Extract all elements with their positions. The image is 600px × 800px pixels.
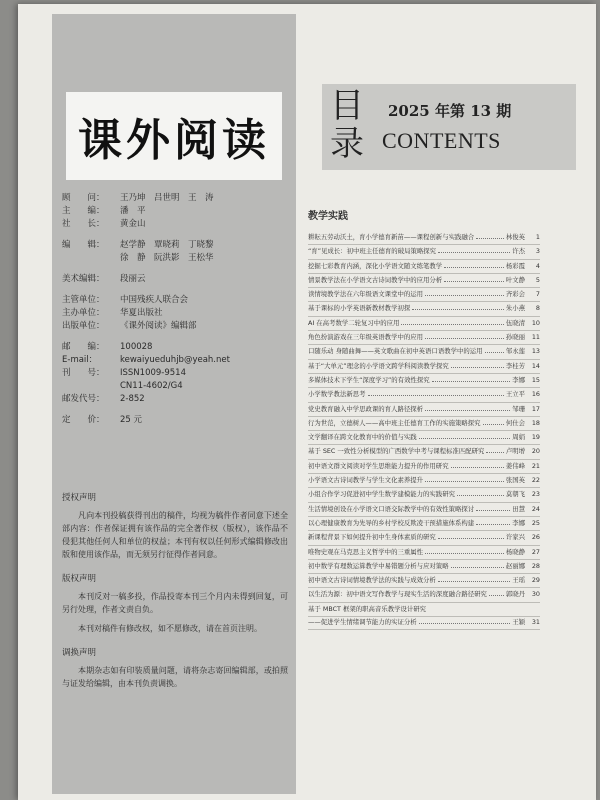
toc-entry (308, 575, 540, 588)
toc-entry-title: 基于课标的小学英语新教材教学初探 (308, 304, 411, 313)
toc-entry-title: 文学翻译在跨文化教育中的价值与实践 (308, 433, 417, 442)
notice-paragraph: 本期杂志如有印装质量问题，请将杂志寄回编辑部，或拍照与证发给编辑，由本刊负责调换。 (62, 666, 288, 688)
toc-entry (308, 418, 540, 431)
toc-entry-author: 许杰 (512, 247, 525, 256)
toc-entry (308, 375, 540, 388)
mulu-char-1: 目 (330, 86, 364, 126)
toc-entry-title: 初中语文群文阅读对学生思维能力提升的作用研究 (308, 461, 449, 470)
masthead-label: 顾 问： (62, 193, 105, 203)
toc-entry-author: 莫朝飞 (505, 490, 525, 499)
masthead-label: 定 价： (62, 415, 105, 425)
masthead-row (62, 294, 290, 307)
toc-entry-author: 李娜 (512, 518, 525, 527)
toc-leader (425, 404, 510, 411)
masthead-value: 段丽云 (120, 274, 146, 284)
toc-leader (476, 504, 510, 511)
masthead-label: 出版单位： (62, 321, 105, 331)
toc-entry-author: 邹永莲 (505, 347, 525, 356)
toc-entry (308, 261, 540, 274)
toc-leader (412, 303, 504, 310)
toc-entry-title: 生活情境创设在小学语文口语交际教学中的有效性策略探讨 (308, 504, 475, 513)
issue-number: 2025 年第 13 期 (388, 102, 512, 120)
toc-line (308, 246, 540, 259)
toc-line (308, 332, 540, 345)
toc-entry (308, 589, 540, 602)
magazine-title: 课外阅读 (78, 115, 270, 166)
toc-leader (444, 275, 504, 282)
toc-entry-title: 读情境教学法在六年级语文课堂中的运用 (308, 290, 424, 299)
toc-line (308, 589, 540, 602)
toc-entry-title: 小学语文古诗词教学与学生文化素养提升 (308, 476, 424, 485)
toc-entry-author: 周娟 (512, 433, 525, 442)
notice-section (62, 492, 288, 561)
toc-line (308, 361, 540, 374)
toc-entry-page: 11 (531, 333, 540, 342)
toc-entry (308, 246, 540, 259)
toc-line (308, 475, 540, 488)
toc-entry-author: 赵丽娜 (505, 561, 525, 570)
toc-entry-page: 25 (531, 518, 540, 527)
toc-entry-title: 情景教学法在小学语文古诗词教学中的应用分析 (308, 275, 443, 284)
toc-leader (368, 389, 504, 396)
toc-entry (308, 561, 540, 574)
toc-entry (308, 604, 540, 631)
toc-entry-page: 1 (535, 233, 540, 241)
toc-entry-page: 7 (535, 290, 540, 299)
toc-entry-title: 基于 SEC 一致性分析模型的广西数学中考与课程标准匹配研究 (308, 447, 485, 456)
toc-entry-page: 4 (535, 261, 540, 270)
toc-entry-author: 王颖 (512, 618, 525, 627)
toc-line (308, 604, 540, 617)
toc-line (308, 375, 540, 388)
masthead-value: 2-852 (120, 394, 145, 404)
toc-line (308, 418, 540, 431)
masthead-value: 潘 平 (120, 206, 146, 216)
masthead-row (62, 393, 290, 406)
toc-entry-page: 3 (535, 247, 540, 256)
toc-entry-page: 21 (531, 461, 540, 470)
toc-entry-title: 耕耘五劳动沃土，育小学德育新苗——课程创新与实践融合 (308, 233, 475, 241)
toc-entry-author: 王瑶 (512, 576, 525, 585)
masthead-gap (62, 265, 290, 273)
toc-entry-author: 林俊英 (505, 233, 525, 241)
toc-entry (308, 232, 540, 245)
toc-line (308, 446, 540, 459)
toc-entry-author: 李桂芳 (505, 361, 525, 370)
toc-entry-page: 18 (531, 418, 540, 427)
toc-line (308, 489, 540, 502)
toc-entry-page: 23 (531, 490, 540, 499)
masthead-label: 邮 编： (62, 342, 105, 352)
toc-line (308, 404, 540, 417)
toc-leader (476, 232, 504, 239)
toc-entry-page: 13 (531, 347, 540, 356)
toc-leader (444, 261, 504, 268)
toc-entry-author: 齐彩会 (505, 290, 525, 299)
toc-leader (425, 547, 504, 554)
masthead-value: ISSN1009-9514 (120, 368, 186, 378)
masthead-label: 刊 号： (62, 368, 105, 378)
masthead-label: 美术编辑： (62, 274, 105, 284)
notices (62, 492, 288, 702)
masthead-value: 100028 (120, 342, 153, 352)
notice-section (62, 647, 288, 690)
toc-entry-page: 26 (531, 533, 540, 542)
toc-line (308, 518, 540, 531)
toc-line (308, 561, 540, 574)
toc-entry-title: 党史教育融入中学思政课的育人路径探析 (308, 404, 424, 413)
mulu-char-2: 录 (330, 124, 364, 164)
masthead-value: 华夏出版社 (120, 308, 163, 318)
toc-section-title: 教学实践 (308, 211, 348, 222)
masthead-value: 中国残疾人联合会 (120, 295, 189, 305)
toc-entry-title: 角色扮演游戏在三年级英语教学中的应用 (308, 333, 424, 342)
masthead-row (62, 239, 290, 252)
notice-paragraph: 本刊反对一稿多投，作品投寄本刊三个月内未得到回复，可另行处理，作者文责自负。 (62, 592, 288, 614)
masthead-value: 王乃坤 吕世明 王 涛 (120, 193, 214, 203)
masthead-row (62, 414, 290, 427)
toc-entry-title: 新课程背景下如何提升初中生身体素质的研究 (308, 533, 436, 542)
toc-line (308, 303, 540, 316)
toc-entry-author: 许家兴 (505, 533, 525, 542)
toc-entry-page: 29 (531, 576, 540, 585)
masthead-row (62, 252, 290, 265)
toc-entry-page: 19 (531, 433, 540, 442)
toc-line (308, 346, 540, 359)
toc-entry-author: 姜伟峰 (505, 461, 525, 470)
masthead-value: 赵学静 覃晓莉 丁晓黎 (120, 240, 214, 250)
toc-leader (419, 432, 511, 439)
toc-entry-author: 孙晓丽 (505, 333, 525, 342)
toc-entry-page: 31 (531, 618, 540, 627)
toc-entry-title: 以生活为源：初中语文写作教学与现实生活的深度融合路径研究 (308, 590, 487, 599)
toc-line (308, 547, 540, 560)
toc-entry-page: 28 (531, 561, 540, 570)
toc-entry-author: 王立平 (505, 390, 525, 399)
toc-leader (489, 589, 504, 596)
toc-entry (308, 289, 540, 302)
toc-entry-author: 杨晓静 (505, 547, 525, 556)
masthead-label: 主办单位： (62, 308, 105, 318)
masthead-row (62, 307, 290, 320)
masthead-row (62, 320, 290, 333)
toc-entry-page: 22 (531, 476, 540, 485)
toc-line (308, 617, 540, 630)
toc-entry (308, 303, 540, 316)
toc-entry-title: 口随乐动 身随曲舞——英文歌曲在初中英语口语教学中的运用 (308, 347, 483, 356)
toc-entry-author: 郭晓丹 (505, 590, 525, 599)
toc-entry-title: 初中语文古诗词情境教学法的实践与成效分析 (308, 576, 436, 585)
toc-entry-title: 初中数学有理数运算教学中易错题分析与应对策略 (308, 561, 449, 570)
masthead-row (62, 341, 290, 354)
toc-entry-page: 17 (531, 404, 540, 413)
toc-entry (308, 504, 540, 517)
toc-line (308, 232, 540, 245)
notice-title: 调换声明 (62, 648, 97, 658)
masthead-label: 主管单位： (62, 295, 105, 305)
toc-line (308, 389, 540, 402)
toc-entry-page: 10 (531, 318, 540, 327)
toc-entry (308, 461, 540, 474)
toc-leader (425, 475, 504, 482)
toc-leader (438, 246, 510, 253)
masthead-label (62, 380, 120, 393)
toc-line (308, 532, 540, 545)
toc-line (308, 461, 540, 474)
toc-entry-author: 邹珊 (512, 404, 525, 413)
masthead-value: kewaiyueduhjb@yeah.net (120, 355, 230, 365)
toc-entry (308, 346, 540, 359)
toc-leader (419, 617, 511, 624)
toc-line (308, 318, 540, 331)
masthead-label: E-mail： (62, 355, 98, 365)
toc-entry-page: 15 (531, 375, 540, 384)
toc-entry-author: 杨彩霞 (505, 261, 525, 270)
toc-entry-page: 16 (531, 390, 540, 399)
toc-entry (308, 489, 540, 502)
toc-entry (308, 361, 540, 374)
toc-entry-page: 5 (535, 275, 540, 284)
toc-entry-author: 李娜 (512, 375, 525, 384)
toc-entry (308, 389, 540, 402)
toc-leader (425, 289, 504, 296)
masthead-value: 黄金山 (120, 219, 146, 229)
toc-entry-title: 基于“大单元”理念的小学语文跨学科阅读教学探究 (308, 361, 449, 370)
masthead-row (62, 205, 290, 218)
masthead-label (62, 252, 120, 265)
toc-line (308, 504, 540, 517)
toc-entry-author: 何仕会 (505, 418, 525, 427)
toc-entry (308, 532, 540, 545)
toc-leader (425, 332, 504, 339)
toc-leader (483, 418, 504, 425)
toc-entry (308, 404, 540, 417)
toc-leader (438, 575, 510, 582)
toc-leader (438, 532, 504, 539)
toc-entry (308, 275, 540, 288)
toc-entry-page: 20 (531, 447, 540, 456)
masthead-row (62, 380, 290, 393)
masthead-value: 徐 静 阮洪影 王松华 (120, 253, 214, 263)
toc-entry-author: 朱小燕 (505, 304, 525, 313)
contents-word: CONTENTS (382, 128, 501, 153)
toc-entry-title: AI 在高考数学二轮复习中的应用 (308, 318, 400, 327)
toc-line (308, 575, 540, 588)
toc-entry-title: 以心理健康教育为先导的乡村学校反欺凌干预措施体系构建 (308, 518, 475, 527)
masthead-label: 邮发代号： (62, 394, 105, 404)
toc-line (308, 261, 540, 274)
toc-entry (308, 432, 540, 445)
magazine-logo (66, 92, 282, 180)
toc-entry (308, 318, 540, 331)
toc-leader (451, 461, 504, 468)
masthead-label: 社 长： (62, 219, 105, 229)
toc-entry-title: “育”见成长：初中班主任德育的破局策略探究 (308, 247, 437, 256)
masthead-row (62, 218, 290, 231)
toc-entry (308, 332, 540, 345)
masthead-value: 《课外阅读》编辑部 (120, 321, 197, 331)
masthead-row (62, 273, 290, 286)
toc-entry (308, 475, 540, 488)
table-of-contents (308, 232, 540, 631)
toc-entry-author: 卢明增 (505, 447, 525, 456)
toc-entry (308, 518, 540, 531)
masthead-label: 编 辑： (62, 240, 105, 250)
toc-entry-title: 多媒体技术下学生“深度学习”的有效性探究 (308, 375, 430, 384)
masthead-value: 25 元 (120, 415, 143, 425)
toc-entry-title: 行为世范，立德树人——高中班主任德育工作的实施策略探究 (308, 418, 481, 427)
toc-line (308, 289, 540, 302)
toc-entry-title: ——促进学生情绪调节能力的实证分析 (308, 618, 417, 627)
toc-entry-page: 27 (531, 547, 540, 556)
toc-leader (451, 361, 504, 368)
toc-entry-page: 8 (535, 304, 540, 313)
toc-line (308, 275, 540, 288)
toc-entry (308, 547, 540, 560)
masthead-label: 主 编： (62, 206, 105, 216)
masthead-row (62, 367, 290, 380)
notice-paragraph: 凡向本刊投稿获得刊出的稿件，均视为稿件作者同意下述全部内容：作者保证拥有该作品的完全著作权（版权），该作品不侵犯其他任何人和单位的权益；本刊有权以任何形式编辑修改出版和使用该作品，而无须另行征得作者同意。 (62, 511, 288, 559)
notice-title: 版权声明 (62, 574, 97, 584)
notice-section (62, 573, 288, 635)
masthead-gap (62, 406, 290, 414)
toc-entry-title: 唯物史观在马克思主义哲学中的三重属性 (308, 547, 424, 556)
masthead-row (62, 192, 290, 205)
toc-entry-title: 挖掘七彩教育内涵，深化小学语文随文练笔教学 (308, 261, 443, 270)
masthead-gap (62, 333, 290, 341)
toc-entry-author: 伍晓清 (505, 318, 525, 327)
masthead-info (62, 192, 290, 427)
masthead-gap (62, 286, 290, 294)
toc-leader (401, 318, 503, 325)
toc-leader (485, 346, 504, 353)
toc-line (308, 432, 540, 445)
toc-entry-page: 30 (531, 590, 540, 599)
toc-leader (476, 518, 510, 525)
toc-entry-page: 14 (531, 361, 540, 370)
masthead-gap (62, 231, 290, 239)
toc-leader (457, 489, 504, 496)
toc-entry (308, 446, 540, 459)
toc-leader (432, 375, 511, 382)
toc-entry-author: 田慧 (512, 504, 525, 513)
toc-leader (486, 446, 503, 453)
toc-entry-title: 小组合作学习促进初中学生数学建模能力的实践研究 (308, 490, 455, 499)
toc-entry-page: 24 (531, 504, 540, 513)
toc-entry-author: 张国英 (505, 476, 525, 485)
toc-leader (451, 561, 504, 568)
notice-title: 授权声明 (62, 493, 97, 503)
toc-entry-title: 基于 MBCT 框架的职高音乐教学设计研究 (308, 604, 427, 613)
masthead-value: CN11-4602/G4 (120, 381, 183, 391)
toc-entry-title: 小学数学教法新思考 (308, 390, 366, 399)
toc-entry-author: 叶文静 (505, 275, 525, 284)
masthead-panel (52, 14, 296, 794)
notice-paragraph: 本刊对稿件有修改权，如不愿修改，请在首页注明。 (78, 624, 262, 633)
masthead-row (62, 354, 290, 367)
